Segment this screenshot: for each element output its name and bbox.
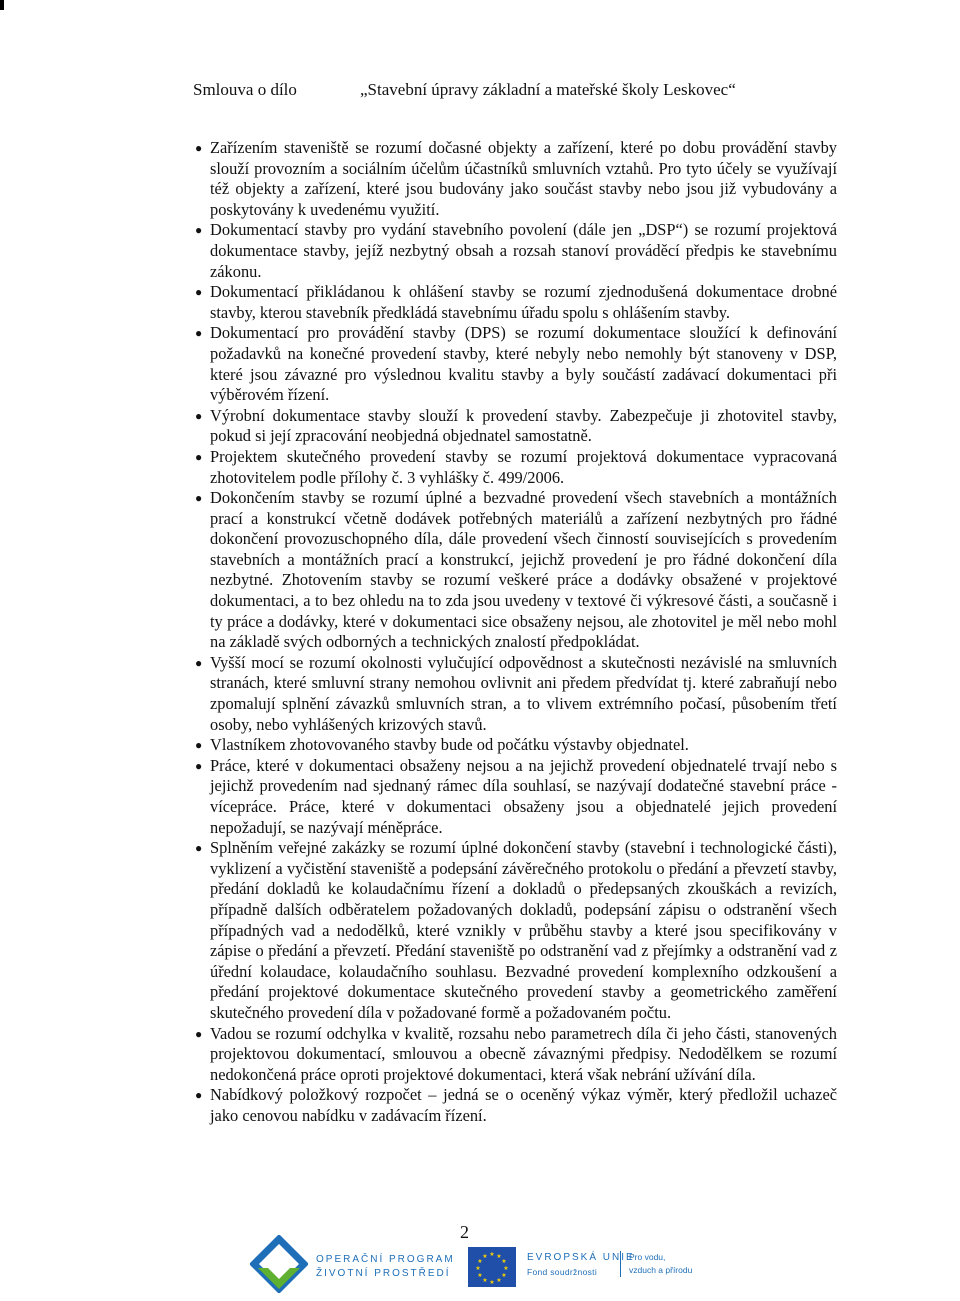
bullet-icon: ●: [195, 1088, 203, 1103]
definition-item: [193, 1085, 837, 1126]
definition-text: Výrobní dokumentace stavby slouží k provedení stavby. Zabezpečuje ji zhotovitel stavby, pokud si její zpracování neobjedná objednatel samostatně.: [210, 405, 837, 446]
svg-text:★: ★: [489, 1279, 495, 1286]
bullet-icon: ●: [195, 758, 203, 773]
definition-item: [193, 406, 837, 447]
svg-text:★: ★: [501, 1258, 507, 1265]
definition-text: Vlastníkem zhotovovaného stavby bude od počátku výstavby objednatel.: [210, 735, 689, 755]
definition-item: [193, 756, 837, 838]
definition-item: [193, 138, 837, 220]
definition-text: Projektem skutečného provedení stavby se rozumí projektová dokumentace vypracovaná zhotovitelem podle přílohy č. 3 vyhlášky č. 499/2006.: [210, 446, 837, 487]
definition-text: Vadou se rozumí odchylka v kvalitě, rozsahu nebo parametrech díla či jeho části, stanovených projektovou dokumentací, smlouvou a obecně závaznými předpisy. Nedodělkem se rozumí nedokončená práce oproti projektové dokumentaci, která však nebrání užívání díla.: [210, 1023, 837, 1084]
definition-text: Dokumentací stavby pro vydání stavebního povolení (dále jen „DSP“) se rozumí projektová dokumentace stavby, jejíž nezbytný obsah a rozsah stanoví prováděcí předpis ke stavebnímu zákonu.: [210, 220, 837, 281]
definition-text: Zařízením staveniště se rozumí dočasné objekty a zařízení, které po dobu provádění stavby slouží provozním a sociálním účelům účastníků smluvních vztahů. Pro tyto účely se využívají též objekty a zařízení, které jsou budovány jako součást stavby nebo jsou již vybudovány a poskytovány k uvedenému využití.: [210, 138, 837, 219]
bullet-icon: ●: [195, 841, 203, 856]
definitions-content: [193, 138, 837, 1127]
svg-text:★: ★: [501, 1272, 507, 1279]
bullet-icon: ●: [195, 1026, 203, 1041]
definition-item: [193, 735, 837, 756]
footer-motto: [620, 1251, 692, 1277]
svg-text:★: ★: [482, 1253, 488, 1260]
eu-flag-icon: [468, 1247, 516, 1287]
svg-text:★: ★: [482, 1277, 488, 1284]
definition-text: Práce, které v dokumentaci obsaženy nejsou a na jejichž provedení objednatelé trvají nebo s jejichž provedením nad sjednaný rámec díla souhlasí, se nazývají dodatečné stavební práce - vícepráce. Práce, které v dokumentaci obsaženy jsou a objednatelé jejich provedení nepožadují, se nazývají méněpráce.: [210, 755, 837, 837]
motto-line-2: vzduch a přírodu: [629, 1265, 693, 1275]
bullet-icon: ●: [195, 449, 203, 464]
op-zp-logo-icon: [250, 1235, 308, 1293]
svg-text:★: ★: [475, 1265, 481, 1272]
definition-item: [193, 447, 837, 488]
eu-label: [527, 1251, 635, 1279]
svg-text:★: ★: [496, 1277, 502, 1284]
op-line-1: OPERAČNÍ PROGRAM: [316, 1254, 455, 1265]
op-line-2: ŽIVOTNÍ PROSTŘEDÍ: [316, 1268, 451, 1279]
bullet-icon: ●: [195, 655, 203, 670]
bullet-icon: ●: [195, 408, 203, 423]
definition-text: Nabídkový položkový rozpočet – jedná se o oceněný výkaz výměr, který předložil uchazeč jako cenovou nabídku v zadávacím řízení.: [210, 1085, 837, 1125]
definition-text: Vyšší mocí se rozumí okolnosti vylučující odpovědnost a skutečnosti nezávislé na smluvních stranách, které smluvní strany nemohou ovlivnit ani předem předvídat tj. které zabraňují nebo zpomalují splnění závazků smluvních stran, a to vlivem extrémního počasí, působením třetí osoby, nebo vyhlášených krizových stavů.: [210, 652, 837, 734]
definition-item: [193, 838, 837, 1023]
bullet-icon: ●: [195, 326, 203, 341]
svg-text:★: ★: [496, 1253, 502, 1260]
svg-text:★: ★: [489, 1251, 495, 1258]
bullet-icon: ●: [195, 223, 203, 238]
definition-text: Splněním veřejné zakázky se rozumí úplné dokončení stavby (stavební i technologické části), vyklizení a vyčistění staveniště a podepsání závěrečného protokolu o předání a převzetí stavby, předání dokladů ke kolaudačnímu řízení a dokladů o předepsaných zkouškách a revizích, případně dalších odběratelem požadovaných dokladů, podepsání zápisu o odstranění všech případných vad a nedodělků, které vznikly v průběhu stavby a které jsou specifikovány v zápise o předání a převzetí. Předání staveniště po odstranění vad z přejímky a odstranění vad z úřední kolaudace, kolaudačního souhlasu. Bezvadné provedení komplexního odzkoušení a předání projektové dokumentace skutečného provedení stavby a geometrického zaměření skutečného provedení díla v požadované formě a požadovaném počtu.: [210, 838, 837, 1022]
definition-item: [193, 282, 837, 323]
bullet-icon: ●: [195, 491, 203, 506]
definition-item: [193, 323, 837, 405]
eu-title: EVROPSKÁ UNIE: [527, 1252, 635, 1263]
eu-fund-name: Fond soudržnosti: [527, 1267, 598, 1277]
bullet-icon: ●: [195, 738, 203, 753]
page-number: 2: [460, 1222, 469, 1242]
header-project-title: „Stavební úpravy základní a mateřské školy Leskovec“: [360, 80, 736, 99]
svg-text:★: ★: [477, 1272, 483, 1279]
definition-item: [193, 220, 837, 282]
definition-item: [193, 488, 837, 653]
svg-text:★: ★: [503, 1265, 509, 1272]
motto-line-1: Pro vodu,: [629, 1252, 666, 1262]
definition-item: [193, 653, 837, 735]
definition-item: [193, 1024, 837, 1086]
funding-footer: [250, 1235, 720, 1295]
definition-text: Dokumentací přikládanou k ohlášení stavby se rozumí zjednodušená dokumentace drobné stavby, kterou stavebník předkládá stavebnímu úřadu spolu s ohlášením stavby.: [210, 282, 837, 322]
definition-text: Dokončením stavby se rozumí úplné a bezvadné provedení všech stavebních a montážních prací a konstrukcí včetně dodávek potřebných materiálů a zařízení nezbytných pro řádné dokončení provozuschopného díla, dále provedení všech činností souvisejících s provedením stavebních a montážních prací a konstrukcí, jejichž provedení je pro řádné dokončení díla nezbytné. Zhotovením stavby se rozumí veškeré práce a dodávky obsažené v projektové dokumentaci, a to bez ohledu na to zda jsou uvedeny v textové či výkresové části, a současně i ty práce a dodávky, které v dokumentaci sice obsaženy nejsou, ale zhotovitel je měl nebo mohl na základě svých odborných a technických znalostí předpokládat.: [210, 488, 837, 652]
op-program-name: [316, 1253, 455, 1281]
header-document-type: Smlouva o dílo: [193, 80, 297, 99]
bullet-icon: ●: [195, 285, 203, 300]
scan-edge-mark: [0, 0, 4, 10]
definitions-list: [193, 138, 837, 1127]
svg-text:★: ★: [477, 1258, 483, 1265]
bullet-icon: ●: [195, 141, 203, 155]
definition-text: Dokumentací pro provádění stavby (DPS) se rozumí dokumentace sloužící k definování požadavků na konečné provedení stavby, které nebyly nebo nemohly být stanoveny v DSP, které jsou závazné pro výslednou kvalitu stavby a byly součástí zadávací dokumentaci při výběrovém řízení.: [210, 323, 837, 405]
